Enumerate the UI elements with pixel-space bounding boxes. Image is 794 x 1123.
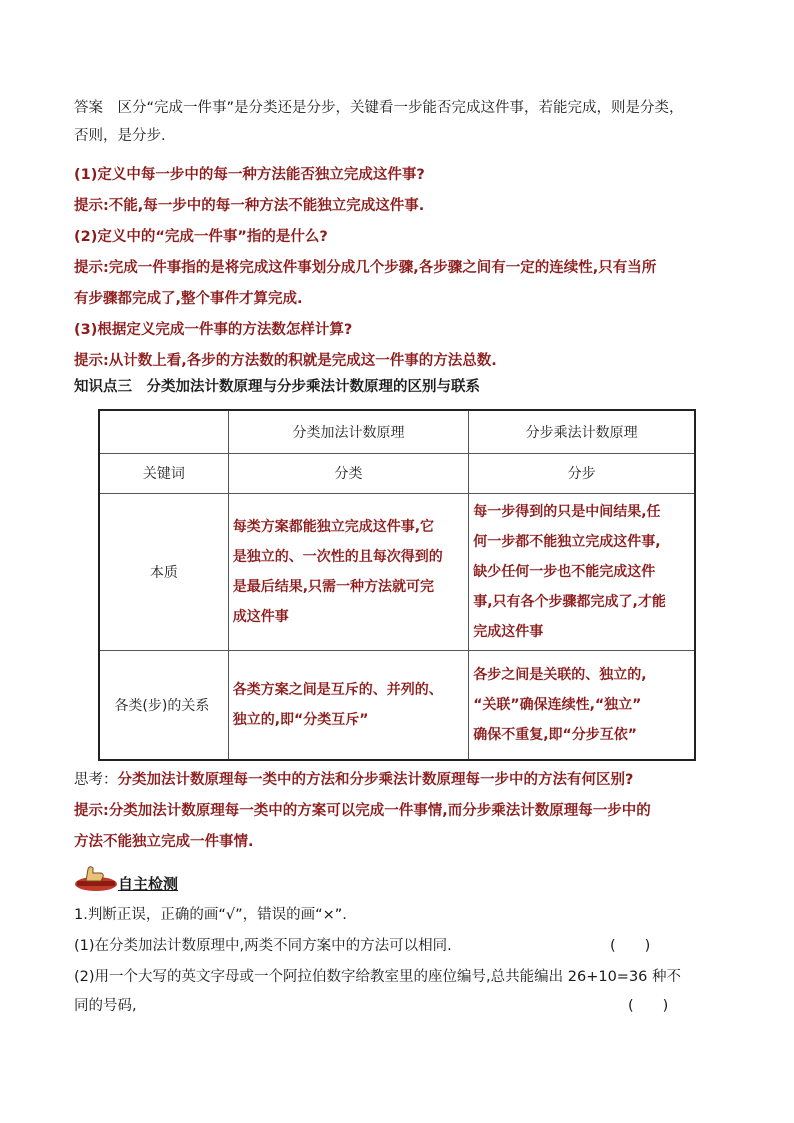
relation-mul-line: 确保不重复,即“分步互依” [473,726,637,743]
section-title: 知识点三 分类加法计数原理与分步乘法计数原理的区别与联系 [74,379,480,395]
essence-mul-line: 完成这件事 [473,623,544,640]
row-keyword-addition: 分类 [228,453,469,493]
self-check-item-1-2-line-2: 同的号码, [74,998,137,1014]
row-keyword-multiplication: 分步 [469,453,695,493]
essence-mul-line: 缺少任何一步也不能完成这件 [473,563,656,580]
table-header-addition: 分类加法计数原理 [228,410,469,453]
answer-line-1 [74,98,684,118]
row-essence-label: 本质 [99,493,228,650]
answer-paren-1[interactable]: ( ) [610,938,651,954]
row-keyword-label: 关键词 [99,453,228,493]
essence-mul-line: 何一步都不能独立完成这件事, [473,533,661,550]
answer-paren-2[interactable]: ( ) [628,998,669,1014]
hint-3: 提示:从计数上看,各步的方法数的积就是完成这一件事的方法总数. [74,353,497,369]
table-header-multiplication: 分步乘法计数原理 [469,410,695,453]
answer-line-2: 否则，是分步. [74,128,166,144]
hint-2-line-2: 有步骤都完成了,整个事件才算完成. [74,291,303,307]
self-check-item-1: 1.判断正误，正确的画“√”，错误的画“×”. [74,907,347,923]
relation-mul-line: “关联”确保连续性,“独立” [473,696,642,713]
row-relation-addition [228,650,469,760]
self-check-item-1-2-line-1: (2)用一个大写的英文字母或一个阿拉伯数字给教室里的座位编号,总共能编出 26+10=36 种不 [74,969,682,985]
essence-add-line: 是独立的、一次性的且每次得到的 [232,548,443,565]
hint-2-line-1: 提示:完成一件事指的是将完成这件事划分成几个步骤,各步骤之间有一定的连续性,只有当所 [74,260,657,276]
answer-label: 答案 [74,100,103,116]
self-check-item-1-1: (1)在分类加法计数原理中,两类不同方案中的方法可以相同. [74,938,452,954]
think-hint-line-2: 方法不能独立完成一件事情. [74,834,254,850]
think-question [74,770,633,790]
essence-mul-line: 每一步得到的只是中间结果,任 [473,503,661,520]
thumbs-up-badge-icon [74,863,118,893]
relation-mul-line: 各步之间是关联的、独立的, [473,666,647,683]
essence-add-line: 每类方案都能独立完成这件事,它 [232,518,435,535]
question-2: (2)定义中的“完成一件事”指的是什么? [74,229,328,245]
hint-1: 提示:不能,每一步中的每一种方法不能独立完成这件事. [74,198,425,214]
think-label: 思考： [74,772,118,788]
comparison-table [98,409,696,761]
essence-add-line: 成这件事 [232,608,289,625]
row-relation-label: 各类(步)的关系 [99,650,228,760]
table-row-essence [99,493,695,650]
row-essence-multiplication [469,493,695,650]
table-row-relation [99,650,695,760]
answer-text: 区分“完成一件事”是分类还是分步，关键看一步能否完成这件事，若能完成，则是分类， [117,100,684,116]
row-essence-addition [228,493,469,650]
relation-add-line: 各类方案之间是互斥的、并列的、 [232,681,443,698]
think-hint-line-1: 提示:分类加法计数原理每一类中的方案可以完成一件事情,而分步乘法计数原理每一步中的 [74,803,651,819]
question-3: (3)根据定义完成一件事的方法数怎样计算? [74,322,353,338]
essence-add-line: 是最后结果,只需一种方法就可完 [232,578,435,595]
relation-add-line: 独立的,即“分类互斥” [232,711,369,728]
question-1: (1)定义中每一步中的每一种方法能否独立完成这件事? [74,167,425,183]
table-row-keyword [99,453,695,493]
table-header-blank [99,410,228,453]
table-header-row [99,410,695,453]
row-relation-multiplication [469,650,695,760]
self-check-title: 自主检测 [118,875,179,893]
essence-mul-line: 事,只有各个步骤都完成了,才能 [473,593,666,610]
think-question-text: 分类加法计数原理每一类中的方法和分步乘法计数原理每一步中的方法有何区别? [117,772,634,788]
